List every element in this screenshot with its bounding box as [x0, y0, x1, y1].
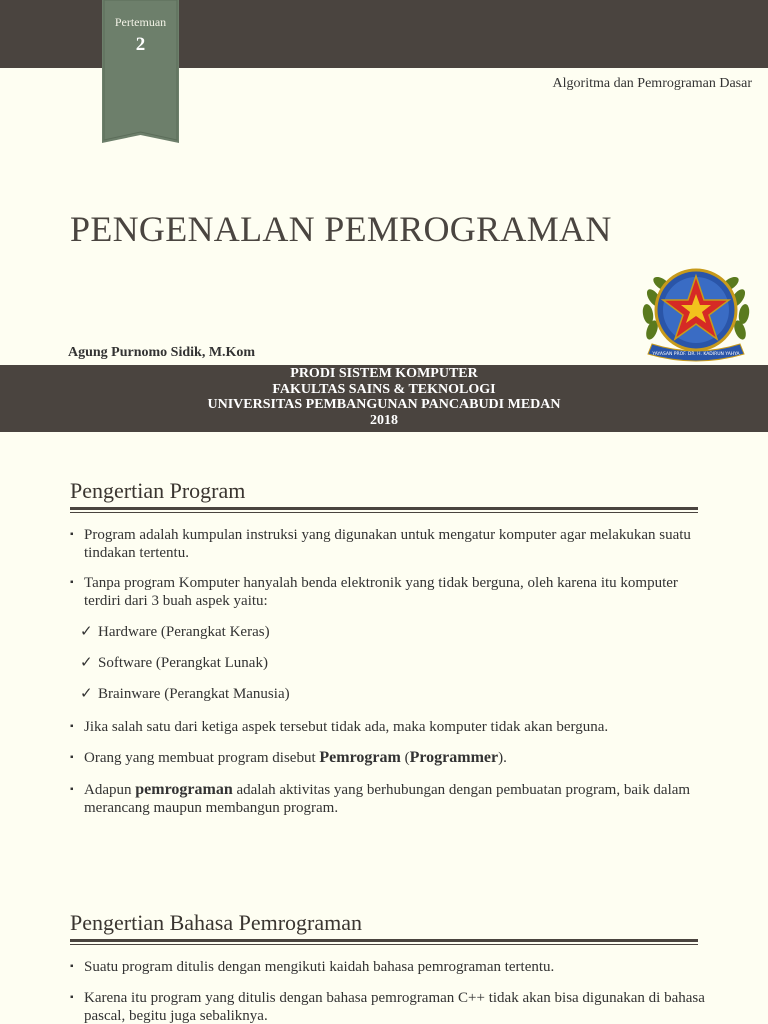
- section-title: Pengertian Bahasa Pemrograman: [70, 910, 363, 935]
- bullet-icon: ▪: [70, 721, 74, 732]
- list-item: [70, 989, 710, 1024]
- section-title: Pengertian Program: [70, 478, 246, 503]
- check-text: Software (Perangkat Lunak): [98, 655, 268, 671]
- list-item: [70, 781, 710, 817]
- item-text: Tanpa program Komputer hanyalah benda elektronik yang tidak berguna, oleh karena itu komputer terdiri dari 3 buah aspek yaitu:: [84, 575, 678, 609]
- svg-text:YAYASAN PROF. DR. H. KADIRUN Y: YAYASAN PROF. DR. H. KADIRUN YAHYA: [652, 352, 740, 357]
- check-text: Brainware (Perangkat Manusia): [98, 686, 290, 702]
- bold-term: Programmer: [409, 749, 499, 766]
- bullet-icon: ▪: [70, 529, 74, 540]
- title-slide: [0, 0, 768, 432]
- title-rule-thick: [70, 507, 698, 510]
- checkmark-icon: ✓: [80, 624, 93, 640]
- list-item: [70, 749, 710, 767]
- item-text: Adapun pemrograman adalah aktivitas yang berhubungan dengan pembuatan program, baik dalam merancang maupun membangun program.: [84, 781, 691, 816]
- title-rule-thin: [70, 512, 698, 513]
- item-text: Orang yang membuat program disebut Pemrogram (Programmer).: [84, 749, 507, 766]
- list-item: [70, 526, 710, 562]
- university: UNIVERSITAS PEMBANGUNAN PANCABUDI MEDAN: [207, 397, 561, 412]
- title-rule-thin: [70, 944, 698, 945]
- year: 2018: [370, 412, 398, 428]
- list-item: [70, 958, 710, 976]
- study-program: PRODI SISTEM KOMPUTER: [290, 366, 478, 381]
- checkmark-icon: ✓: [80, 686, 93, 702]
- check-text: Hardware (Perangkat Keras): [98, 624, 270, 640]
- ribbon-label: Pertemuan: [114, 15, 167, 29]
- list-item: [70, 718, 710, 736]
- faculty: FAKULTAS SAINS & TEKNOLOGI: [272, 381, 496, 397]
- item-text: Program adalah kumpulan instruksi yang digunakan untuk mengatur komputer agar melakukan suatu tindakan tertentu.: [84, 527, 691, 561]
- bold-term: pemrograman: [135, 781, 233, 798]
- check-item: [80, 685, 290, 703]
- bullet-icon: ▪: [70, 992, 74, 1003]
- bold-term: Pemrogram: [319, 749, 401, 766]
- bullet-icon: ▪: [70, 784, 74, 795]
- slide-pengertian-program: [0, 432, 768, 864]
- main-title: PENGENALAN PEMROGRAMAN: [70, 209, 612, 249]
- slide-pengertian-bahasa: [0, 864, 768, 1024]
- bullet-icon: ▪: [70, 752, 74, 763]
- meeting-number: 2: [135, 34, 146, 55]
- checkmark-icon: ✓: [80, 655, 93, 671]
- bullet-icon: ▪: [70, 577, 74, 588]
- title-rule-thick: [70, 939, 698, 942]
- item-text: Karena itu program yang ditulis dengan bahasa pemrograman C++ tidak akan bisa digunakan di bahasa pascal, begitu juga sebaliknya.: [84, 990, 705, 1024]
- item-text: Suatu program ditulis dengan mengikuti kaidah bahasa pemrograman tertentu.: [84, 959, 555, 975]
- institution-band: [0, 365, 768, 432]
- meeting-ribbon: [102, 0, 179, 143]
- author-name: Agung Purnomo Sidik, M.Kom: [68, 345, 256, 360]
- item-text: Jika salah satu dari ketiga aspek tersebut tidak ada, maka komputer tidak akan berguna.: [84, 719, 609, 735]
- check-item: [80, 623, 270, 641]
- check-item: [80, 654, 268, 672]
- course-title: Algoritma dan Pemrograman Dasar: [552, 76, 752, 91]
- bullet-icon: ▪: [70, 961, 74, 972]
- university-emblem-star-icon: [640, 258, 752, 366]
- list-item: [70, 574, 710, 610]
